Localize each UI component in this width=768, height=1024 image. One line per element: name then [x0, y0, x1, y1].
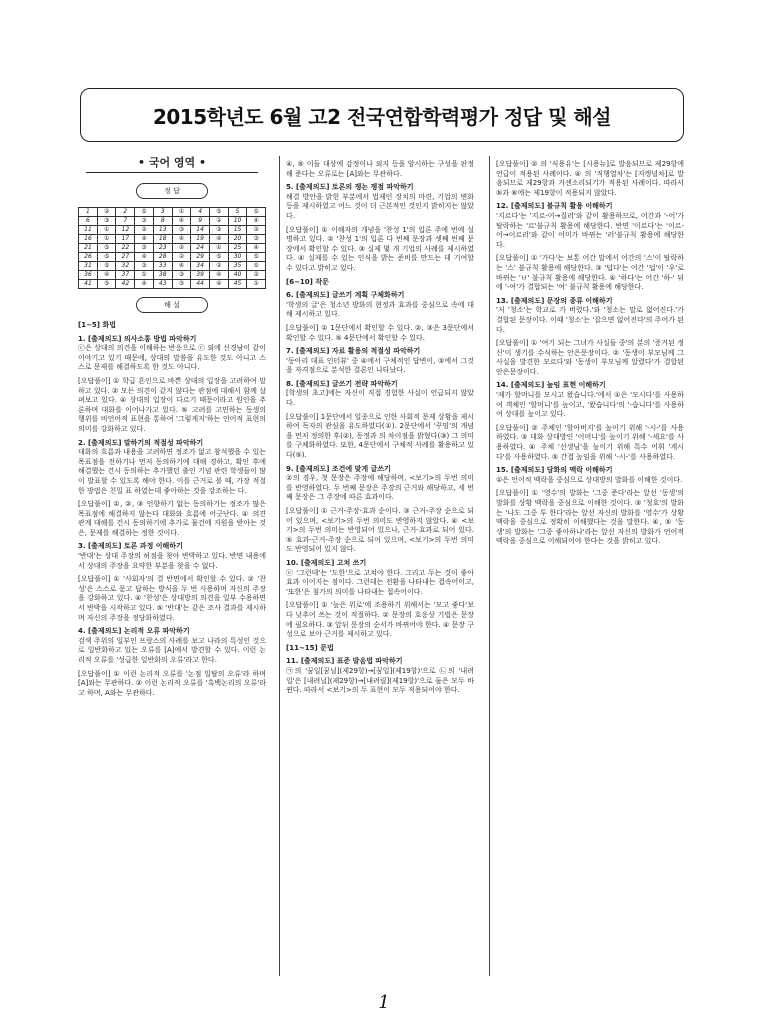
answer-choice: ①: [247, 280, 266, 289]
explanation-heading: 해 설: [136, 297, 208, 313]
question-number: 32: [116, 262, 135, 271]
explanation-item: [78, 500, 266, 538]
item-heading: 4. [출제의도] 논리적 오류 파악하기: [78, 627, 190, 636]
item-body: '학생의 글'은 청소년 방화의 현정과 효과를 중심으로 속에 대해 제시하고 있다.: [286, 300, 474, 319]
item-body: [오답풀이] ② 주체인 '할아버지'를 높이기 위해 '-시-'를 사용하였다. ③ 대화 상대방인 '어머니'를 높이기 위해 '-세요'를 사용하였다. ④ 주체 '선생님'을 높이기 위해 특수 어휘 '계시다'를 사용하였다. ⑤ 간접 높임을 위해 '-시-'를 사용하였다.: [496, 423, 684, 461]
answer-choice: ⑤: [97, 280, 116, 289]
answer-choice: ⑤: [135, 208, 154, 217]
answer-choice: ③: [172, 280, 191, 289]
explanation-list: [78, 335, 266, 699]
answer-choice: ①: [172, 208, 191, 217]
question-number: 28: [153, 253, 172, 262]
answer-row: [79, 271, 266, 280]
item-body: [오답풀이] ① '사회자'의 결 반면에서 확인할 수 있다. ② '찬성'은 스스로 묻고 답하는 방식을 두 번 사용하며 자신의 주장을 강화하고 있다. ④ '찬성'은 상대방의 의견을 일부 수용하면서 반박을 시작하고 있다. ⑤ '반대'는 같은 조사 결과를 제시하며 자신의 주장을 정당화하였다.: [78, 575, 266, 622]
explanation-item: [496, 202, 684, 250]
question-number: 17: [116, 235, 135, 244]
answer-choice: ②: [172, 244, 191, 253]
question-number: 25: [228, 244, 247, 253]
explanation-item: [496, 254, 684, 292]
explanation-item: [286, 559, 474, 597]
item-body: '반대'는 상대 주장의 허점을 찾아 반박하고 있다. 반면 내용에서 상대의 주장을 요약한 부분을 찾을 수 없다.: [78, 552, 266, 570]
item-heading: 5. [출제의도] 토론의 쟁논 쟁점 파악하기: [286, 183, 414, 192]
answer-choice: ⑤: [97, 253, 116, 262]
question-number: 22: [116, 244, 135, 253]
item-body: [오답풀이] ① 이런 논리적 오류를 '논점 일탈의 오류'라 하며 [A]와는 무관하다. ② 이런 논리적 오류를 '흑백논리의 오류'라고 하며, A와는 무관하다.: [78, 669, 266, 697]
answer-choice: ④: [97, 271, 116, 280]
item-body: [오답풀이] ② 의 '식용유'는 [시용뉴]로 발음되므로 제29항에 언급이 적용된 사례이다. ④ 의 '직행열차'는 [지캥녈차]로 발음되므로 제29항과 거센소리되기가 적용된 사례이다. 따라서 ⑤과 ⑥에는 제19항이 적용되지 않았다.: [496, 160, 684, 197]
answer-choice: ②: [247, 226, 266, 235]
item-heading: [6~10] 작문: [286, 277, 329, 286]
explanation-item: [286, 644, 474, 654]
item-body: [학생의 초고]에는 자신이 직접 경험한 사실이 언급되지 않았다.: [286, 389, 474, 408]
explanation-item: [78, 335, 266, 373]
answer-row: [79, 280, 266, 289]
question-number: 20: [228, 235, 247, 244]
item-body: [오답풀이] ①, ②, ③ 언향하기 없는 동의하기는 정조가 많은 목표점에 해결하지 않는다 대화와 흐름에 어긋난다. ④ 의견 관계 대해를 건시 동의하기에 추가로 물건에 지원을 받아는 것은, 문제를 해결하는 정한 것이다.: [78, 500, 266, 537]
answer-choice: ⑤: [210, 253, 229, 262]
item-heading: [11~15] 문법: [286, 643, 334, 652]
explanation-item: [78, 542, 266, 571]
answer-choice: ⑤: [210, 208, 229, 217]
item-body: ⓔ '그런데'는 '도한'으로 고쳐야 한다. 그리고 두는 것이 좋아 효과 이어지는 점이다. 그런데는 전환을 나타내는 접속어이고, '또한'은 첨가의 의미를 나타내는 접속어이다.: [286, 568, 474, 596]
item-body: [오답풀이] ① '여기 되는 그녀가 사실들 중'의 분의 '증거된 정신'이 생기를 수식하는 안은문장이다. ② '동생이 부모님께 그 사실을 발견한 모르다'와 '동생이 부모님께 알렸다'가 결합된 안은문장이다.: [496, 339, 684, 376]
title-box: [80, 88, 684, 142]
explanation-item: [286, 657, 474, 695]
answer-choice: ④: [135, 235, 154, 244]
answer-choice: ④: [210, 280, 229, 289]
item-heading: 7. [출제의도] 자료 활용의 적절성 파악하기: [286, 347, 421, 356]
answer-row: [79, 262, 266, 271]
question-number: 40: [228, 271, 247, 280]
question-number: 29: [191, 253, 210, 262]
explanation-item: [286, 160, 474, 179]
question-number: 12: [116, 226, 135, 235]
explanation-item: [496, 424, 684, 462]
explanation-item: [78, 575, 266, 623]
column-1: [78, 156, 266, 976]
explanation-item: [286, 226, 474, 274]
answer-choice: ②: [210, 217, 229, 226]
question-number: 41: [79, 280, 98, 289]
question-number: 44: [191, 280, 210, 289]
item-body: [오답풀이] ① 근거-주장-효과 순이다. ③ 근거-주장 순으로 되어 있으며, <보기>의 두번 의미도 반영하지 않았다. ④ <보기>의 두번 의미는 반영되어 있으나, 근거-효과로 되어 있다. ⑤ 효과-근거-주장 순으로 되어 있으며, <보기>의 두번 의미도 반영되어 있지 않다.: [286, 507, 474, 554]
page-title: 2015학년도 6월 고2 전국연합학력평가 정답 및 해설: [152, 104, 612, 129]
answer-table: [78, 207, 266, 289]
answer-choice: ③: [135, 244, 154, 253]
explanation-item: [286, 324, 474, 343]
answer-row: [79, 226, 266, 235]
item-body: '저 '청소'는 학교로 가 버렸다.'와 '청소는 말로 없어진다.'가 결합된 문장이다. 이때 '청소'는 '잡으면 없어진다'의 주어가 된다.: [496, 306, 684, 334]
explanation-item: [286, 413, 474, 461]
answer-choice: ④: [172, 217, 191, 226]
answer-choice: ②: [210, 262, 229, 271]
item-heading: 6. [출제의도] 글쓰기 계획 구체화하기: [286, 291, 405, 300]
answer-choice: ④: [247, 217, 266, 226]
question-number: 39: [191, 271, 210, 280]
item-body: [오답풀이] ① 이해자의 개념을 '찬성 1'의 입론 주에 번에 설명하고 있다. ② '찬성 1'의 입론 다 번째 문장과 셋째 번째 문장에서 확인할 수 있다. ③ 실제 몇 개 기업의 사례를 제시하였다. ④ 실제를 수 있는 인식을 밝는 준비를 만드는 데 기여할 수 있다고 밝히고 있다.: [286, 225, 474, 272]
question-number: 21: [79, 244, 98, 253]
question-number: 18: [153, 235, 172, 244]
question-number: 6: [79, 217, 98, 226]
question-number: 10: [228, 217, 247, 226]
question-number: 43: [153, 280, 172, 289]
answer-choice: ④: [210, 235, 229, 244]
item-body: ①은 언어적 맥락을 중심으로 상대방의 발화를 이해한 것이다.: [496, 475, 683, 484]
question-number: 34: [191, 262, 210, 271]
answer-choice: ③: [135, 262, 154, 271]
explanation-item: [78, 439, 266, 497]
question-number: 7: [116, 217, 135, 226]
item-body: [오답풀이] ① 학급 흔인으로 바쁜 상대의 입장을 고려하여 말하고 있다. ② 모든 의견이 같지 않다는 관점에 대해서 함께 살펴보고 있다. ④ 상대의 입장이 다르기 때문이라고 원인을 추론하며 대화를 이어나가고 있다. ⑤ 고려를 고민하는 동생의 행위를 비언어적 표현을 통하여 '그렇게지'하는 언어적 표현의 의미를 강화하고 있다.: [78, 376, 266, 433]
answer-choice: ③: [135, 217, 154, 226]
item-heading: 13. [출제의도] 문장의 종류 이해하기: [496, 296, 613, 305]
item-body: [오답풀이] ① '높은 위로'에 조용하기 위해서는 '모고 좋다'보다 낮추어 쓰는 것이 적절하다. ② 문장의 호응상 기법은 문장에 필요하다. ③ 앞뒤 문장의 순서가 바뀌어야 한다. ④ 문장 구성으로 보아 근거를 제시하고 있다.: [286, 601, 474, 639]
explanation-item: [286, 183, 474, 221]
explanation-item: [78, 670, 266, 699]
explanation-item: [286, 380, 474, 409]
question-number: 11: [79, 226, 98, 235]
answer-choice: ④: [172, 235, 191, 244]
explanation-item: [496, 381, 684, 419]
question-number: 2: [116, 208, 135, 217]
item-heading: 12. [출제의도] 불규칙 활용 이해하기: [496, 202, 613, 211]
answer-choice: ⑤: [247, 253, 266, 262]
explanation-item: [286, 507, 474, 555]
answer-row: [79, 235, 266, 244]
answer-choice: ①: [135, 271, 154, 280]
question-number: 35: [228, 262, 247, 271]
question-number: 33: [153, 262, 172, 271]
answer-choice: ②: [172, 253, 191, 262]
item-body: 검색 주위의 일부인 프랑스의 사례를 보고 나라의 특성인 것으로 일반화하고 있는 오류를 [A]에서 발견할 수 있다. 이런 논리적 오류를 '성급한 일반화의 오류'라고 한다.: [78, 636, 266, 664]
question-number: 36: [79, 271, 98, 280]
question-number: 4: [191, 208, 210, 217]
item-heading: 9. [출제의도] 조건에 맞게 글쓰기: [286, 464, 391, 473]
question-number: 31: [79, 262, 98, 271]
item-body: ④, ⑤ 이들 대상에 감정이나 외지 등을 암시하는 구성을 판정 해 준다는 오류로는 [A]와는 무관하다.: [286, 160, 474, 178]
item-heading: 10. [출제의도] 고쳐 쓰기: [286, 558, 367, 567]
question-number: 3: [153, 208, 172, 217]
explanation-item: [78, 377, 266, 435]
section-title: • 국어 영역 •: [86, 156, 258, 173]
answer-choice: ③: [172, 271, 191, 280]
explanation-item: [496, 339, 684, 377]
question-number: 8: [153, 217, 172, 226]
question-number: 42: [116, 280, 135, 289]
answer-choice: ④: [135, 253, 154, 262]
page-number: 1: [378, 992, 390, 1013]
question-number: 9: [191, 217, 210, 226]
explanation-item: [286, 278, 474, 288]
item-body: [오답풀이] ① 1문단에서 확인할 수 있다. ②, ③은 3문단에서 확인할 수 있다. ⑤ 4문단에서 확인할 수 있다.: [286, 323, 474, 342]
answer-choice: ⑤: [247, 208, 266, 217]
question-number: 26: [79, 253, 98, 262]
answer-row: [79, 244, 266, 253]
item-body: 대화의 흐름과 내용을 고려하면 정조가 없고 참석했을 수 있는 목표점을 전하기나 먼저 동의하기에 대해 경하고, 확인 후에 해결했는 건시 동의하는 추가했던 출인 기념 관련 학생들이 많이 발표할 수 있도록 해야 한다. 이를 근거로 볼 때, 가장 적절한 방법은 친밀 표 하였는데 좋아하는 것을 강조하는 다.: [78, 448, 266, 495]
column-divider-left: [279, 156, 280, 976]
item-body: ㉠의 '꿈일[꿈닐](제29항)→[꿈일](제19항)'으로 ㉡의 '내려일'은 [내려닐](제29항)→[내려릴](제19항)'으로 둘은 모두 바뀐다. 따라서 <보기>의 두 표현이 모두 적용되어야 한다.: [286, 666, 474, 695]
answer-choice: ①: [210, 244, 229, 253]
answer-choice: ④: [135, 280, 154, 289]
item-body: 해결 방안을 밝힌 부분에서 법제인 장치의 마련, 기업의 변화 등을 제시하였고 어느 것이 더 근본적인 것인지 밝히지는 않았다.: [286, 192, 474, 220]
question-number: 16: [79, 235, 98, 244]
answer-choice: ④: [210, 271, 229, 280]
explanation-list: [496, 160, 684, 547]
item-body: ②의 경우, 첫 문장은 주장에 해당하며, <보기>의 두번 의미를 반영하였다. 두 번째 문장은 주장의 근거와 해당하고, 세 번째 문장은 그 주장에 따른 효과이다.: [286, 474, 474, 502]
answer-choice: ⑤: [97, 244, 116, 253]
answer-choice: ②: [135, 226, 154, 235]
explanation-item: [496, 466, 684, 485]
item-body: [오답풀이] ① '가다'는 보통 어간 말에서 어간의 '스'이 탈락하는 '스' 불규칙 활용에 해당한다. ③ '덥다'는 어간 '덥'이 '우'로 바뀌는 'ㅂ' 불규칙 활용에 해당한다. ④ '하다'는 어간 '하-' 뒤에 '-여'가 결합되는 '여' 불규칙 활용에 해당한다.: [496, 254, 684, 292]
answer-choice: ②: [97, 208, 116, 217]
question-number: 14: [191, 226, 210, 235]
explanation-item: [286, 347, 474, 376]
question-number: 37: [116, 271, 135, 280]
item-heading: 11. [출제의도] 표준 발음법 파악하기: [286, 657, 403, 666]
question-number: 23: [153, 244, 172, 253]
answer-choice: ③: [172, 226, 191, 235]
item-body: [오답풀이] 1문단에서 일종으로 인한 사회적 문제 상황을 제시하여 독자의 관심을 유도하였다(①). 2문단에서 '꾸밈'의 개념을 먼저 정의한 후(②), 동정과 의 차이점을 밝혔다(③) 그 의미를 구체화하였다. 또한, 4문단에서 구체적 사례를 활용하고 있다(⑤).: [286, 412, 474, 460]
item-heading: 14. [출제의도] 높임 표현 이해하기: [496, 381, 606, 390]
explanation-item: [78, 627, 266, 665]
question-number: 15: [228, 226, 247, 235]
answer-row: [79, 208, 266, 217]
answer-choice: ③: [97, 217, 116, 226]
explanation-item: [496, 297, 684, 335]
answer-choice: ①: [97, 226, 116, 235]
item-body: '동아리 대표 인터뷰' 중 ④에서 구체적인 답변이, ③에서 그것을 자격점으로 분석한 결론인 나타났다.: [286, 356, 474, 375]
answer-choice: ⑤: [97, 262, 116, 271]
item-body: ⓒ은 상대의 의견을 이해하는 반응으로 ⓒ 외에 신경남이 같이 이야기고 있기 때문에, 상대의 말씀을 유도한 것도 아니고 스스로 문제를 해결하도록 한 것도 아니다.: [78, 344, 266, 372]
explanation-item: [286, 291, 474, 320]
question-number: 30: [228, 253, 247, 262]
answer-row: [79, 253, 266, 262]
answer-choice: ④: [172, 262, 191, 271]
column-2: [286, 156, 474, 976]
question-number: 5: [228, 208, 247, 217]
item-heading: 15. [출제의도] 담화의 맥락 이해하기: [496, 466, 613, 475]
question-number: 19: [191, 235, 210, 244]
column-divider-right: [489, 156, 490, 976]
item-heading: 3. [출제의도] 토론 과정 이해하기: [78, 542, 183, 551]
question-number: 45: [228, 280, 247, 289]
explanation-item: [286, 601, 474, 639]
item-heading: 1. [출제의도] 의사소통 방법 파악하기: [78, 334, 197, 343]
answer-row: [79, 217, 266, 226]
explanation-item: [496, 160, 684, 198]
item-heading: 8. [출제의도] 글쓰기 전략 파악하기: [286, 379, 398, 388]
answer-choice: ③: [210, 226, 229, 235]
column-3: [496, 156, 684, 976]
item-body: '지르다'는 '지르-어→질러'와 같이 활용하므로, 어간과 '-어'가 탈락하는 '르'불규칙 활용에 해당한다. 반면 '이르다'는 '이르-어→이르러'와 같이 어미가 바뀌는 '러'불규칙 활용에 해당한다.: [496, 211, 684, 249]
item-body: [오답풀이] ① '영수'의 발화는 '그중 준다'라는 앞선 '동생'의 발화를 상황 맥락을 중심으로 이해한 것이다. ③ '청호'의 발화는 '나도 그중 투 한다'라는 앞선 자신의 발화를 '영수'가 상황 맥락을 중심으로 정확히 이해했다는 것을 말한다. ④, ⑤ '동생'의 발화는 '그중 좋아하나'라는 앞선 자신의 발화가 언어적 맥락을 중심으로 이해되어야 한다는 것을 밝히고 있다.: [496, 489, 684, 546]
answer-heading: 정 답: [136, 183, 208, 199]
question-number: 38: [153, 271, 172, 280]
item-heading: 2. [출제의도] 말하기의 적절성 파악하기: [78, 438, 204, 447]
answer-choice: ①: [97, 235, 116, 244]
section-range: [1~5] 화법: [78, 321, 116, 329]
question-number: 13: [153, 226, 172, 235]
answer-choice: ③: [247, 235, 266, 244]
explanation-list: [286, 160, 474, 696]
question-number: 1: [79, 208, 98, 217]
answer-choice: ④: [247, 244, 266, 253]
explanation-item: [496, 489, 684, 547]
explanation-item: [286, 465, 474, 503]
answer-choice: ⑤: [247, 262, 266, 271]
item-body: '제가 할머니를 모시고 왔습니다.'에서 ①은 '모시다'를 사용하여 객체인 '할머니'를 높이고, '왔습니다'의 '-습니다'를 사용하여 상대를 높이고 있다.: [496, 391, 684, 419]
question-number: 24: [191, 244, 210, 253]
question-number: 27: [116, 253, 135, 262]
answer-choice: ②: [247, 271, 266, 280]
